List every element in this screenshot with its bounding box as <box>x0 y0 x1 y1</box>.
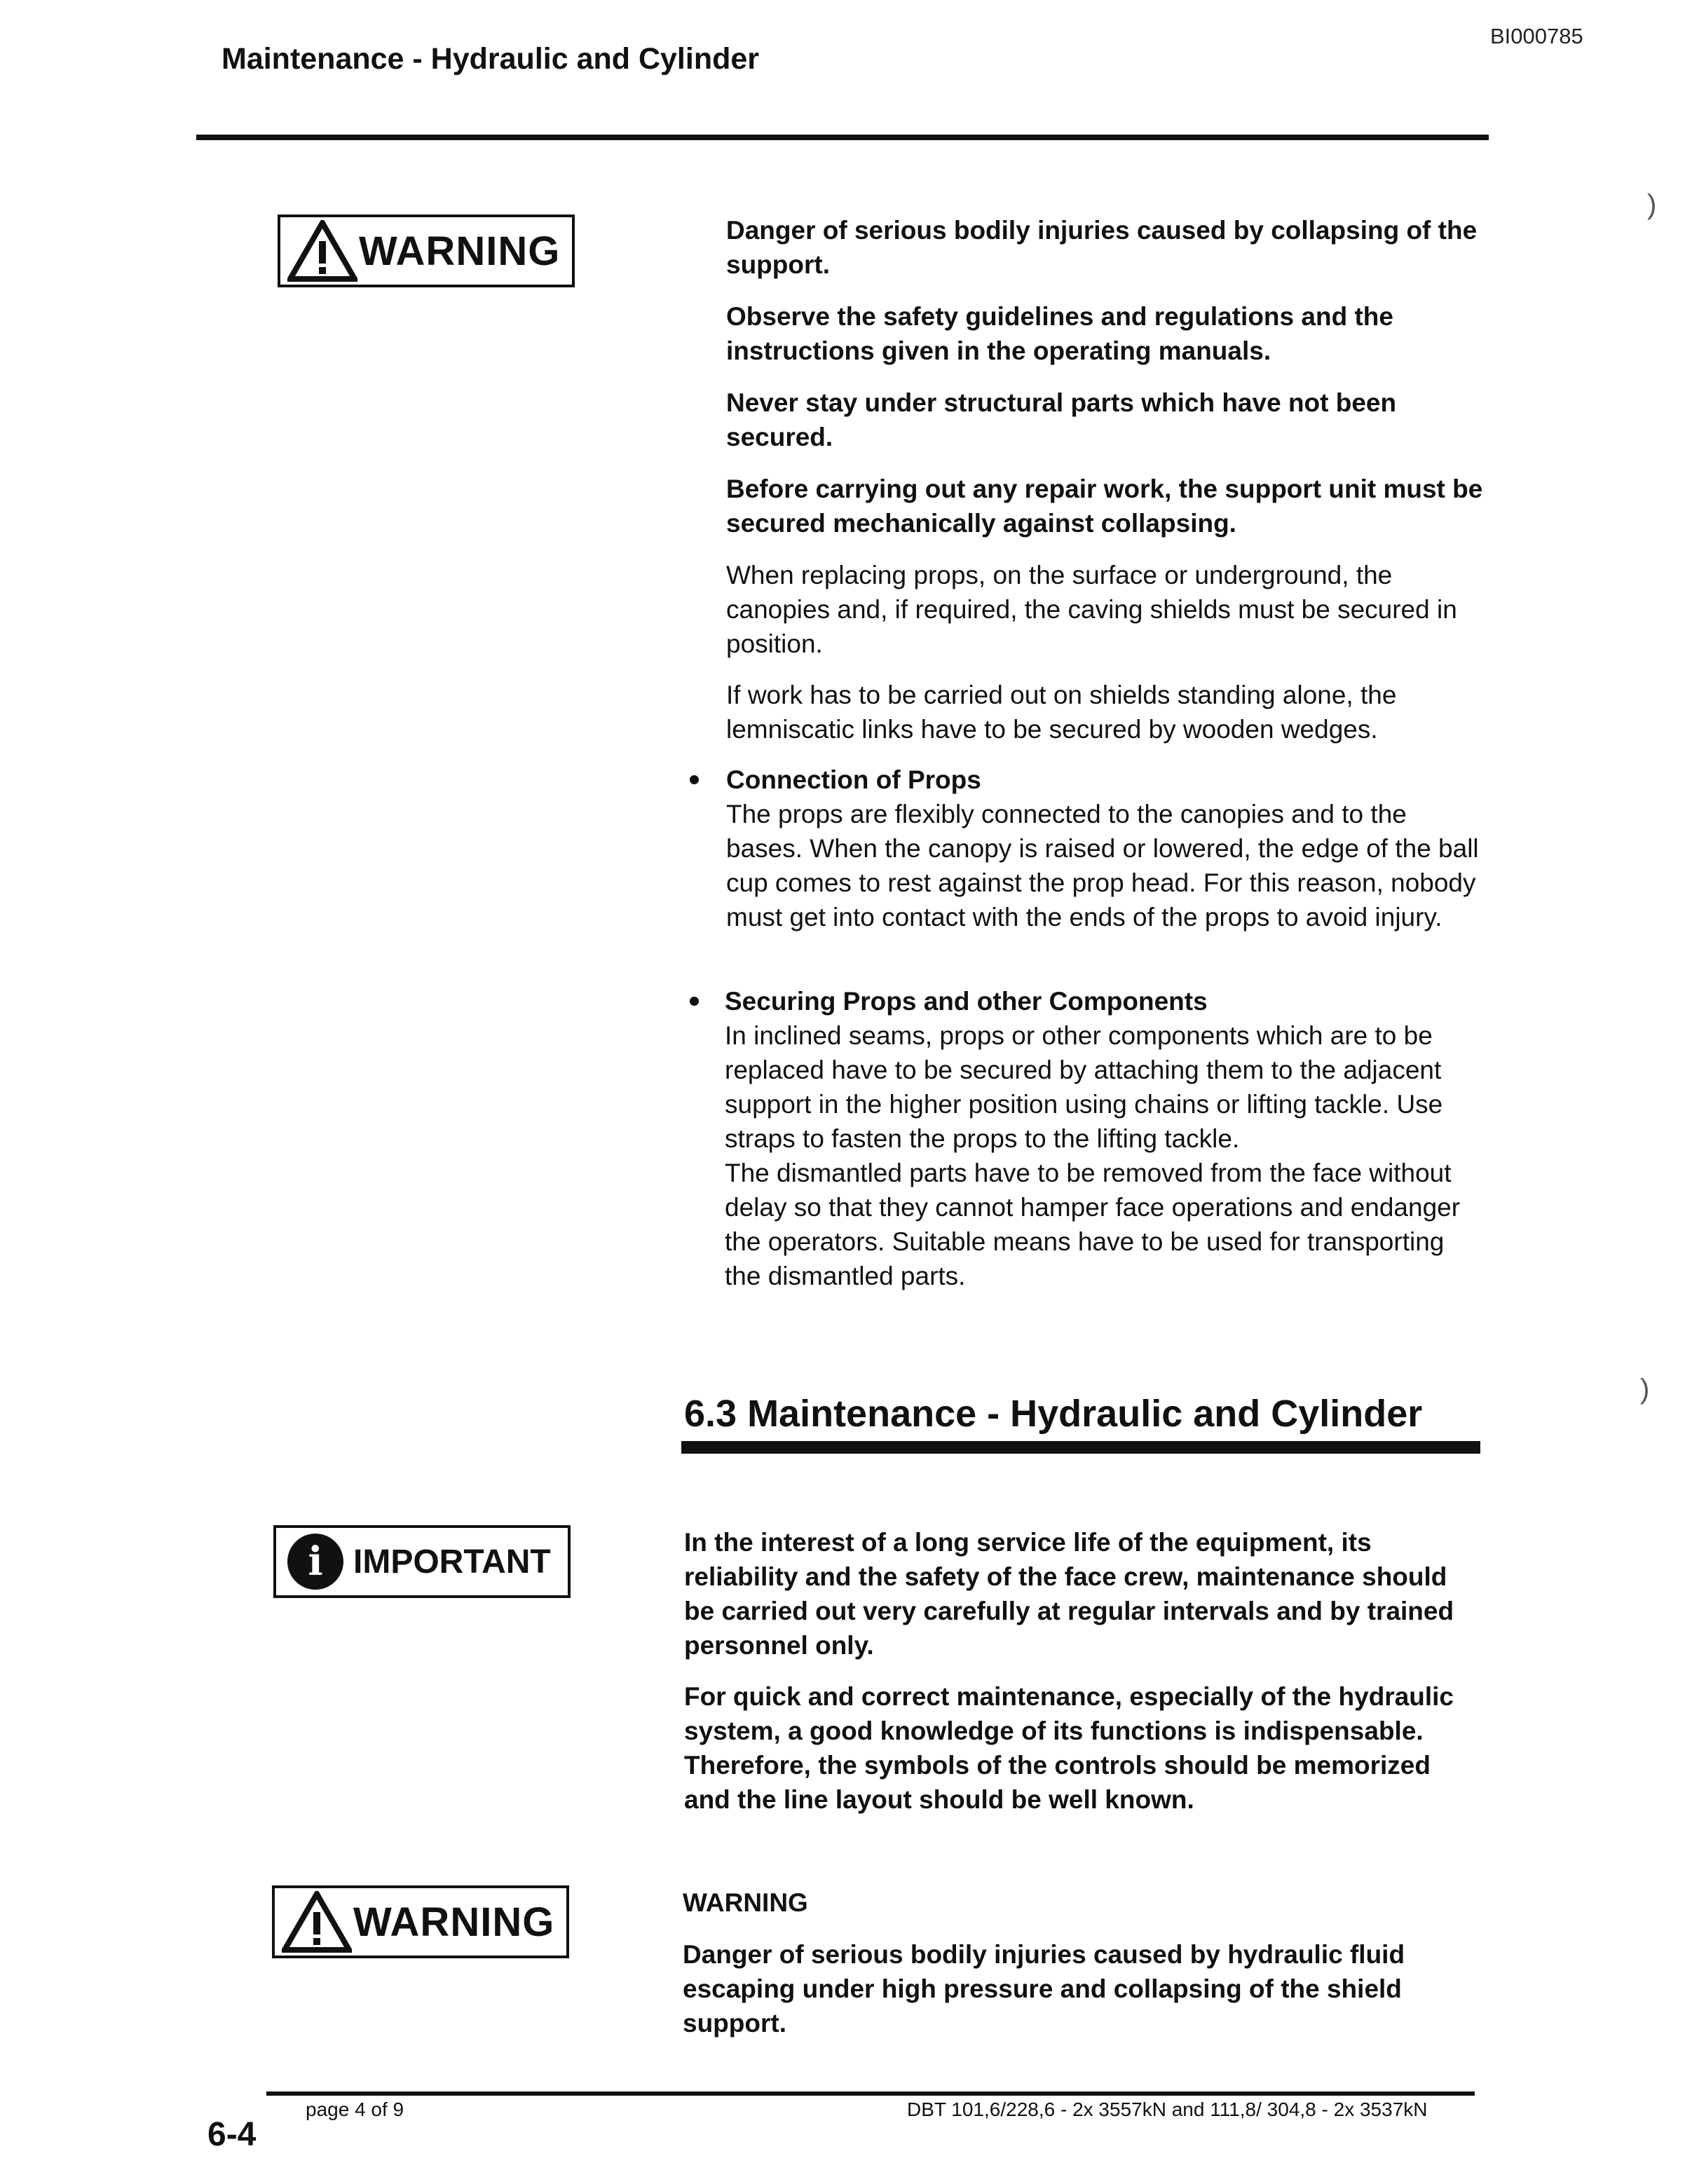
warning-paragraph-2: Observe the safety guidelines and regulations and the instructions given in the operating manuals. <box>726 302 1393 365</box>
warning-callout <box>278 214 575 287</box>
document-reference: DBT 101,6/228,6 - 2x 3557kN and 111,8/ 304,8 - 2x 3537kN <box>907 2098 1428 2120</box>
important-label: IMPORTANT <box>353 1543 551 1581</box>
warning-paragraph-1: Danger of serious bodily injuries caused by collapsing of the support. <box>726 216 1478 279</box>
warning-label: WARNING <box>353 1899 555 1945</box>
footer-rule <box>266 2091 1475 2096</box>
bullet-text-continued: The dismantled parts have to be removed from the face without delay so that they cannot hamper face operations and endanger the operators. Suitable means have to be used for transporting the dismantled parts. <box>725 1159 1461 1290</box>
warning-paragraph-5: When replacing props, on the surface or underground, the canopies and, if required, the caving shields must be secured in position. <box>726 561 1457 658</box>
important-paragraph-1: In the interest of a long service life of the equipment, its reliability and the safety of the face crew, maintenance should be carried out very carefully at regular intervals and by trained personnel only. <box>684 1528 1454 1660</box>
chapter-number: 6-4 <box>207 2116 257 2153</box>
warning-triangle-icon <box>286 219 359 282</box>
warning-paragraph: Danger of serious bodily injuries caused by hydraulic fluid escaping under high pressure and collapsing of the shield support. <box>683 1940 1405 2038</box>
warning-paragraph-4: Before carrying out any repair work, the support unit must be secured mechanically against collapsing. <box>726 475 1483 538</box>
warning-triangle-icon <box>280 1890 353 1953</box>
scan-mark: ) <box>1647 189 1657 220</box>
section-heading: 6.3 Maintenance - Hydraulic and Cylinder <box>684 1393 1423 1435</box>
warning-label: WARNING <box>359 228 561 274</box>
bullet-point <box>690 997 699 1006</box>
section-rule <box>681 1441 1480 1454</box>
warning-heading: WARNING <box>683 1888 808 1917</box>
bullet-text: In inclined seams, props or other components which are to be replaced have to be secured by attaching them to the adjacent support in the higher position using chains or lifting tackle. Use straps to fasten the props to the lifting tackle. <box>725 1021 1443 1153</box>
bullet-title: Securing Props and other Components <box>725 987 1208 1016</box>
important-paragraph-2: For quick and correct maintenance, especially of the hydraulic system, a good knowledge of its functions is indispensable. Therefore, the symbols of the controls should be memorized and the line layout should be well known. <box>684 1682 1454 1814</box>
page-header-title: Maintenance - Hydraulic and Cylinder <box>221 42 760 76</box>
info-icon: i <box>287 1534 343 1590</box>
warning-paragraph-3: Never stay under structural parts which have not been secured. <box>726 388 1397 451</box>
scan-mark: ) <box>1640 1374 1650 1405</box>
warning-callout <box>272 1885 569 1958</box>
document-id: BI000785 <box>1490 24 1583 48</box>
bullet-title: Connection of Props <box>726 765 981 794</box>
bullet-point <box>690 775 699 784</box>
bullet-text: The props are flexibly connected to the canopies and to the bases. When the canopy is raised or lowered, the edge of the ball cup comes to rest against the prop head. For this reason, nobody must get into contact with the ends of the props to avoid injury. <box>726 800 1479 931</box>
warning-paragraph-6: If work has to be carried out on shields standing alone, the lemniscatic links have to be secured by wooden wedges. <box>726 681 1397 744</box>
header-rule <box>196 135 1489 140</box>
page-number: page 4 of 9 <box>306 2098 404 2120</box>
important-callout <box>273 1525 571 1598</box>
